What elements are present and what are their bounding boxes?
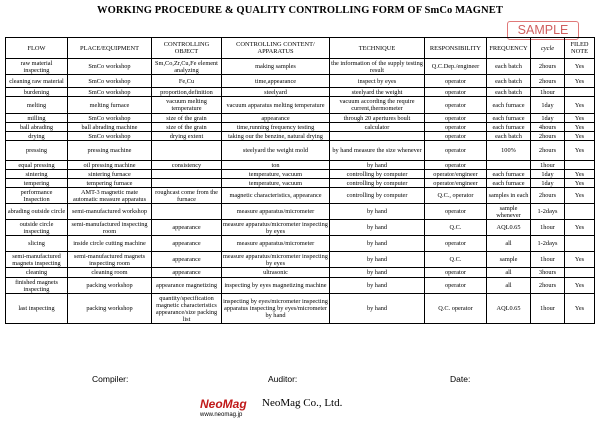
table-cell: Yes	[565, 97, 595, 114]
table-cell: Q.C.Dep./engineer	[425, 59, 487, 75]
table-cell: consistency	[152, 161, 222, 170]
table-cell: operator/engineer	[425, 179, 487, 188]
table-cell: oil pressing machine	[68, 161, 152, 170]
table-cell: drying	[6, 132, 68, 141]
table-cell: each furnace	[487, 179, 531, 188]
table-cell: by hand measure the size whenever	[330, 141, 425, 161]
table-cell: pressing	[6, 141, 68, 161]
table-cell: vacuum apparatus melting temperature	[222, 97, 330, 114]
table-row	[6, 114, 595, 123]
table-cell: each furnace	[487, 123, 531, 132]
table-cell: inspecting by eyes/micrometer inspecting apparatus inspecting by eyes/micrometer by hand	[222, 294, 330, 324]
table-cell: Fe,Cu	[152, 75, 222, 88]
table-row	[6, 188, 595, 204]
table-row	[6, 252, 595, 268]
table-cell	[152, 204, 222, 220]
table-cell	[330, 132, 425, 141]
table-cell: ton	[222, 161, 330, 170]
table-cell: operator	[425, 123, 487, 132]
table-cell: time,appearance	[222, 75, 330, 88]
table-cell: operator	[425, 132, 487, 141]
table-row	[6, 141, 595, 161]
table-cell: SmCo workshop	[68, 114, 152, 123]
table-cell: measure apparatus/micrometer	[222, 204, 330, 220]
table-cell: by hand	[330, 161, 425, 170]
table-cell: 2hours	[531, 188, 565, 204]
table-cell: operator/engineer	[425, 170, 487, 179]
table-cell: appearance	[152, 268, 222, 278]
table-cell: SmCo workshop	[68, 75, 152, 88]
col-header: RESPONSIBILITY	[425, 38, 487, 59]
table-cell: inspecting by eyes magnetizing machine	[222, 278, 330, 294]
table-cell: semi-manufactured inspecting room	[68, 220, 152, 236]
table-cell: inside circle cutting machine	[68, 236, 152, 252]
table-cell: all	[487, 268, 531, 278]
table-cell: through 20 apertures boult	[330, 114, 425, 123]
table-cell: measure apparatus/micrometer	[222, 236, 330, 252]
procedure-table	[5, 37, 595, 324]
table-cell	[565, 268, 595, 278]
table-cell: AQL0.65	[487, 220, 531, 236]
table-cell: sample whenever	[487, 204, 531, 220]
table-cell: Yes	[565, 132, 595, 141]
table-cell: all	[487, 278, 531, 294]
table-cell	[565, 204, 595, 220]
table-cell: time,running frequency testing	[222, 123, 330, 132]
table-cell: 1-2days	[531, 204, 565, 220]
table-cell: AQL0.65	[487, 294, 531, 324]
table-cell: quantity/specification magnetic characteristics appearance/size packing list	[152, 294, 222, 324]
table-cell: each furnace	[487, 97, 531, 114]
table-row	[6, 75, 595, 88]
table-cell: measure apparatus/micrometer inspecting by eyes	[223, 220, 328, 235]
table-cell: operator	[425, 268, 487, 278]
table-cell: semi-manufactured magnets inspecting room	[68, 252, 152, 268]
table-cell: appearance	[152, 220, 222, 236]
table-cell: cleaning room	[68, 268, 152, 278]
col-header: FILED NOTE	[565, 38, 595, 59]
table-cell: Yes	[565, 114, 595, 123]
table-cell: controlling by computer	[330, 170, 425, 179]
table-row	[6, 97, 595, 114]
table-cell: performance Inspection	[6, 188, 68, 204]
table-cell: operator	[425, 141, 487, 161]
table-cell: operator	[425, 97, 487, 114]
table-cell: last inspecting	[6, 294, 68, 324]
table-cell: 2hours	[531, 278, 565, 294]
table-cell: controlling by computer	[330, 188, 425, 204]
table-cell: calculator	[330, 123, 425, 132]
table-cell: Sm,Co,Zr,Cu,Fe element analyzing	[152, 59, 222, 75]
col-header: PLACE/EQUIPMENT	[68, 38, 152, 59]
table-row	[6, 88, 595, 97]
table-cell: 1day	[531, 114, 565, 123]
table-cell: 2hours	[531, 75, 565, 88]
table-cell: samples in each	[487, 188, 531, 204]
table-cell: operator	[425, 88, 487, 97]
table-cell: 100%	[487, 141, 531, 161]
table-cell: by hand	[330, 268, 425, 278]
table-cell	[565, 88, 595, 97]
table-cell: 1hour	[531, 88, 565, 97]
table-cell: sample	[487, 252, 531, 268]
col-header: FREQUENCY	[487, 38, 531, 59]
table-cell: 2hours	[531, 141, 565, 161]
table-cell: vacuum melting temperature	[152, 97, 222, 114]
table-cell: 1hour	[531, 252, 565, 268]
table-cell: taking our the benzine, natural drying	[222, 132, 330, 141]
table-cell: by hand	[330, 220, 425, 236]
col-header: CONTROLLING OBJECT	[152, 38, 222, 59]
table-cell: magnetic characteristics, appearance	[222, 188, 330, 204]
table-cell: Yes	[565, 59, 595, 75]
table-cell: milling	[6, 114, 68, 123]
table-cell: melting	[6, 97, 68, 114]
compiler-label: Compiler:	[92, 374, 129, 384]
table-cell: sintering	[6, 170, 68, 179]
table-row	[6, 59, 595, 75]
col-header: CONTROLLING CONTENT/ APPARATUS	[222, 38, 330, 59]
table-cell: steelyard	[222, 88, 330, 97]
table-cell: the information of the supply testing result	[331, 59, 423, 74]
table-cell: 1hour	[531, 220, 565, 236]
table-cell: sintering furnace	[68, 170, 152, 179]
col-header: cycle	[531, 38, 565, 59]
company-name: NeoMag Co., Ltd.	[262, 397, 343, 409]
table-cell	[152, 170, 222, 179]
table-cell: controlling by computer	[330, 179, 425, 188]
table-cell	[152, 141, 222, 161]
table-cell: semi-manufactured workshop	[68, 204, 152, 220]
table-cell: Yes	[565, 75, 595, 88]
table-cell: slicing	[6, 236, 68, 252]
table-row	[6, 161, 595, 170]
table-cell: steelyard the weight mold	[222, 141, 330, 161]
table-cell: Yes	[565, 170, 595, 179]
table-cell: Q.C., operator	[425, 188, 487, 204]
table-cell: SmCo workshop	[68, 88, 152, 97]
table-cell: inspect by eyes	[330, 75, 425, 88]
table-cell: tempering furnace	[68, 179, 152, 188]
table-cell: Yes	[565, 220, 595, 236]
table-row	[6, 268, 595, 278]
table-cell: Yes	[565, 141, 595, 161]
table-cell: operator	[425, 75, 487, 88]
table-cell: 1day	[531, 179, 565, 188]
table-cell: 1day	[531, 170, 565, 179]
table-cell: outside circle inspecting	[6, 220, 68, 236]
table-cell: size of the grain	[152, 114, 222, 123]
table-cell: by hand	[330, 204, 425, 220]
col-header: TECHNIQUE	[330, 38, 425, 59]
table-cell: operator	[425, 114, 487, 123]
table-cell: ball abrading	[6, 123, 68, 132]
table-cell: operator	[425, 161, 487, 170]
table-cell: all	[487, 236, 531, 252]
table-cell: pressing machine	[68, 141, 152, 161]
table-cell: appearance	[152, 236, 222, 252]
table-cell: appearance magnetizing	[152, 278, 222, 294]
table-cell: Q.C. operator	[425, 294, 487, 324]
auditor-label: Auditor:	[268, 374, 298, 384]
table-cell: 3hours	[531, 268, 565, 278]
table-cell: by hand	[330, 278, 425, 294]
table-cell: semi-manufactured magnets inspecting	[6, 252, 68, 268]
date-label: Date:	[450, 374, 471, 384]
table-cell: steelyard the weight	[330, 88, 425, 97]
page-title: WORKING PROCEDURE & QUALITY CONTROLLING FORM OF SmCo MAGNET	[97, 5, 503, 16]
table-row	[6, 220, 595, 236]
table-cell: cleaning	[6, 268, 68, 278]
table-cell: Yes	[565, 294, 595, 324]
table-cell: size of the grain	[152, 123, 222, 132]
table-cell: each furnace	[487, 114, 531, 123]
table-cell: Yes	[565, 278, 595, 294]
table-header-row	[6, 38, 595, 59]
table-cell: Q.C.	[425, 220, 487, 236]
table-cell: Yes	[565, 179, 595, 188]
table-cell: finished magnets inspecting	[6, 278, 68, 294]
table-cell: temperature, vacuum	[222, 179, 330, 188]
table-cell: proportion,definition	[152, 88, 222, 97]
table-cell: Yes	[565, 188, 595, 204]
table-cell	[152, 179, 222, 188]
table-cell: roughcast come from the furnace	[152, 188, 222, 204]
table-cell: cleaning raw material	[6, 75, 68, 88]
table-cell: each batch	[487, 132, 531, 141]
table-cell: 2hours	[531, 59, 565, 75]
table-cell	[487, 161, 531, 170]
company-logo: NeoMag	[200, 397, 247, 411]
table-cell: AMT-3 magnetic mate automatic measure apparatus	[68, 188, 152, 204]
table-cell: 1day	[531, 97, 565, 114]
table-cell	[565, 236, 595, 252]
table-cell: 4hours	[531, 123, 565, 132]
table-cell: ball abrading machine	[68, 123, 152, 132]
table-cell: packing workshop	[68, 294, 152, 324]
table-cell: appearance	[222, 114, 330, 123]
table-cell: operator	[425, 278, 487, 294]
table-cell: 2hours	[531, 132, 565, 141]
table-cell: packing workshop	[68, 278, 152, 294]
table-cell: 1hour	[531, 294, 565, 324]
table-cell: Q.C.	[425, 252, 487, 268]
table-cell: by hand	[330, 236, 425, 252]
table-cell: 1-2days	[531, 236, 565, 252]
table-cell: each batch	[487, 59, 531, 75]
table-row	[6, 179, 595, 188]
sample-stamp: SAMPLE	[507, 21, 579, 40]
table-cell: Yes	[565, 252, 595, 268]
table-cell: measure apparatus/micrometer inspecting by eyes	[223, 252, 328, 267]
table-cell: by hand	[330, 294, 425, 324]
table-cell: abrading outside circle	[6, 204, 68, 220]
table-row	[6, 294, 595, 324]
table-cell: raw material inspecting	[6, 59, 68, 75]
table-cell: tempering	[6, 179, 68, 188]
table-cell: melting furnace	[68, 97, 152, 114]
table-cell: SmCo workshop	[68, 132, 152, 141]
table-cell: Yes	[565, 123, 595, 132]
table-cell: 1hour	[531, 161, 565, 170]
table-cell: each furnace	[487, 170, 531, 179]
table-cell: operator	[425, 236, 487, 252]
table-cell: burdening	[6, 88, 68, 97]
table-cell: ultrasonic	[222, 268, 330, 278]
table-row	[6, 204, 595, 220]
table-row	[6, 236, 595, 252]
table-cell: vacuum according the require current,thermometer	[330, 97, 425, 114]
table-row	[6, 278, 595, 294]
table-cell: drying extent	[152, 132, 222, 141]
table-cell: equal pressing	[6, 161, 68, 170]
table-row	[6, 170, 595, 179]
table-cell: each batch	[487, 88, 531, 97]
table-cell: appearance	[152, 252, 222, 268]
company-url: www.neomag.jp	[200, 412, 243, 418]
table-row	[6, 132, 595, 141]
table-cell	[565, 161, 595, 170]
table-cell: SmCo workshop	[68, 59, 152, 75]
table-cell: each batch	[487, 75, 531, 88]
table-cell: operator	[425, 204, 487, 220]
table-cell: temperature, vacuum	[222, 170, 330, 179]
table-cell: by hand	[330, 252, 425, 268]
table-cell: making samples	[222, 59, 330, 75]
col-header: FLOW	[6, 38, 68, 59]
table-row	[6, 123, 595, 132]
